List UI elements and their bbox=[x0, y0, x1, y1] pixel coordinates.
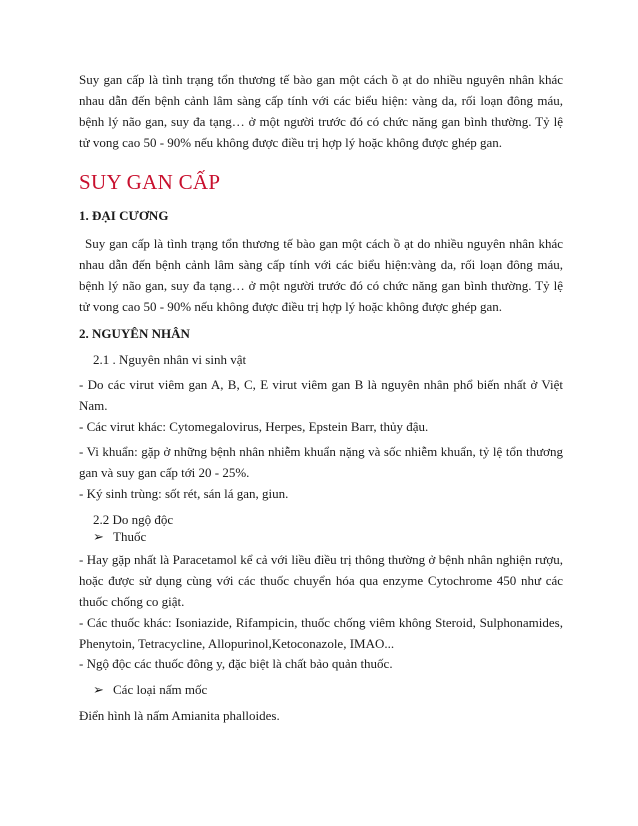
section-1-text: Suy gan cấp là tình trạng tổn thương tế bào gan một cách ồ ạt do nhiều nguyên nhân khác nhau dẫn đến bệnh cảnh lâm sàng cấp tính với các biểu hiện:vàng da, rối loạn đông máu, bệnh lý não gan, suy đa tạng… ở một người trước đó có chức năng gan bình thường. Tỷ lệ tử vong cao 50 - 90% nếu không được điều trị hợp lý hoặc không được ghép gan. bbox=[79, 236, 563, 314]
document-title: SUY GAN CẤP bbox=[79, 170, 221, 194]
bullet-fungi-label: Các loại nấm mốc bbox=[113, 682, 208, 697]
bullet-drugs-label: Thuốc bbox=[113, 529, 147, 544]
other-drugs-paragraph: - Các thuốc khác: Isoniazide, Rifampicin, thuốc chống viêm không Steroid, Sulphonamides, Phenytoin, Tetracycline, Allopurinol,Ketoconazole, IMAO... bbox=[79, 615, 563, 651]
intro-paragraph: Suy gan cấp là tình trạng tổn thương tế bào gan một cách ồ ạt do nhiều nguyên nhân khác nhau dẫn đến bệnh cảnh lâm sàng cấp tính với các biểu hiện: vàng da, rối loạn đông máu, bệnh lý não gan, suy đa tạng… ở một người trước đó có chức năng gan bình thường. Tỷ lệ tử vong cao 50 - 90% nếu không được điều trị hợp lý hoặc không được ghép gan. bbox=[79, 72, 563, 150]
subsection-2-2-heading: 2.2 Do ngộ độc bbox=[93, 512, 174, 527]
bullet-fungi bbox=[93, 679, 207, 700]
cause-parasites: - Ký sinh trùng: sốt rét, sán lá gan, giun. bbox=[79, 486, 289, 501]
herbal-medicine-paragraph: - Ngộ độc các thuốc đông y, đặc biệt là chất bảo quản thuốc. bbox=[79, 656, 393, 671]
cause-bacteria: - Vi khuẩn: gặp ở những bệnh nhân nhiễm khuẩn nặng và sốc nhiễm khuẩn, tỷ lệ tổn thương gan và suy gan cấp tới 20 - 25%. bbox=[79, 444, 563, 480]
section-1-heading: 1. ĐẠI CƯƠNG bbox=[79, 208, 169, 223]
cause-viral-hepatitis: - Do các virut viêm gan A, B, C, E virut viêm gan B là nguyên nhân phổ biến nhất ở Việt Nam. bbox=[79, 377, 563, 413]
bullet-drugs bbox=[93, 526, 146, 547]
cause-other-viruses: - Các virut khác: Cytomegalovirus, Herpes, Epstein Barr, thủy đậu. bbox=[79, 419, 429, 434]
paracetamol-paragraph: - Hay gặp nhất là Paracetamol kể cả với liều điều trị thông thường ở bệnh nhân nghiện rượu, hoặc được sử dụng cùng với các thuốc chuyển hóa qua enzyme Cytochrome 450 như các thuốc chống co giật. bbox=[79, 552, 563, 609]
subsection-2-1-heading: 2.1 . Nguyên nhân vi sinh vật bbox=[93, 352, 247, 367]
arrow-bullet-icon: ➢ bbox=[93, 682, 104, 697]
arrow-bullet-icon: ➢ bbox=[93, 529, 104, 544]
section-2-heading: 2. NGUYÊN NHÂN bbox=[79, 326, 190, 341]
amanita-paragraph: Điển hình là nấm Amianita phalloides. bbox=[79, 708, 280, 723]
